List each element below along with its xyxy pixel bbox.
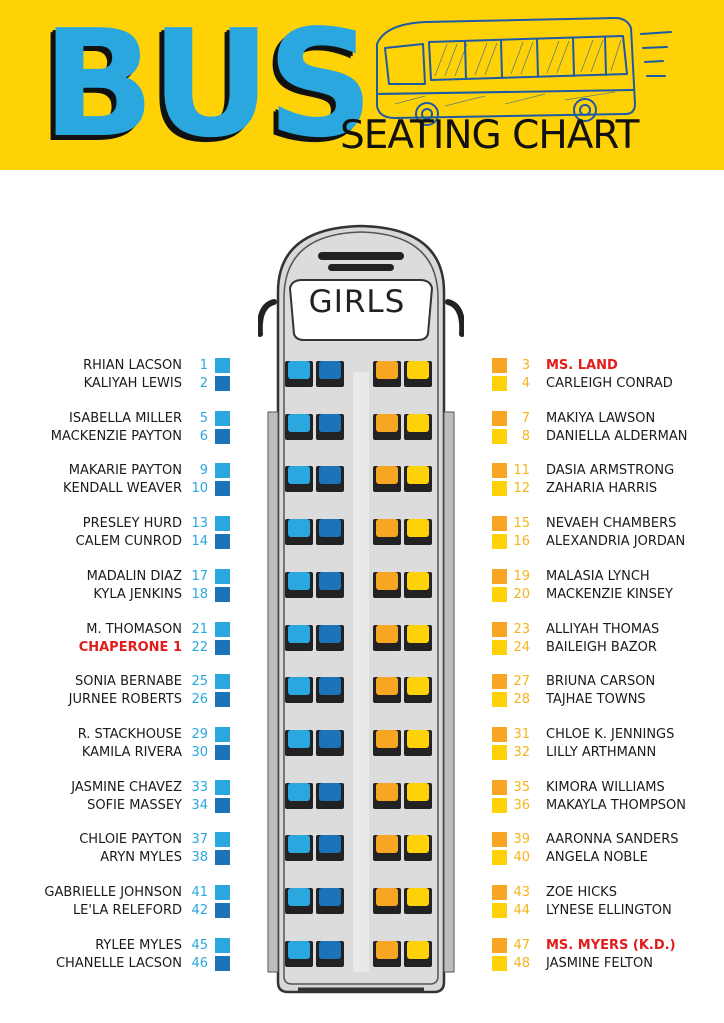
passenger-name: RHIAN LACSON xyxy=(83,358,182,373)
seat-color-marker xyxy=(215,727,230,742)
seat-number: 11 xyxy=(513,463,530,479)
passenger-name: LE'LA RELEFORD xyxy=(72,903,182,918)
seat-icon xyxy=(373,677,401,703)
bus-diagram xyxy=(258,222,464,998)
passenger-name: ISABELLA MILLER xyxy=(69,410,182,426)
passenger-name: CALEM CUNROD xyxy=(75,534,182,550)
passenger-name: DASIA ARMSTRONG xyxy=(546,463,675,479)
seat-number: 44 xyxy=(513,903,530,918)
seat-icon xyxy=(404,835,432,861)
passenger-name: KENDALL WEAVER xyxy=(62,481,182,497)
seat-number: 16 xyxy=(513,534,530,550)
seat-number: 15 xyxy=(513,516,530,532)
seat-color-marker xyxy=(492,727,507,742)
passenger-name: MS. MYERS (K.D.) xyxy=(546,937,676,953)
passenger-name: MADALIN DIAZ xyxy=(86,568,182,584)
seat-icon xyxy=(404,519,432,545)
seat-icon xyxy=(285,466,313,492)
seat-row xyxy=(285,677,437,705)
seat-color-marker xyxy=(215,358,230,373)
bus-sketch-icon xyxy=(365,14,675,126)
seat-color-marker xyxy=(492,587,507,602)
seat-icon xyxy=(285,361,313,387)
seat-number: 7 xyxy=(521,410,530,426)
seat-number: 33 xyxy=(191,779,208,795)
seat-icon xyxy=(373,519,401,545)
seat-row xyxy=(285,730,437,758)
seat-number: 46 xyxy=(191,955,208,971)
seat-icon xyxy=(404,677,432,703)
passenger-name: ALEXANDRIA JORDAN xyxy=(546,534,686,550)
seat-color-marker xyxy=(492,832,507,847)
passenger-name: BAILEIGH BAZOR xyxy=(546,639,657,655)
seat-icon xyxy=(285,941,313,967)
seat-number: 40 xyxy=(513,850,530,866)
passenger-name: KIMORA WILLIAMS xyxy=(546,779,665,795)
seat-number: 21 xyxy=(191,621,208,637)
seat-row xyxy=(285,414,437,442)
seat-icon xyxy=(285,835,313,861)
seat-number: 30 xyxy=(191,744,208,760)
seat-number: 48 xyxy=(513,955,530,971)
seat-color-marker xyxy=(215,798,230,813)
seat-icon xyxy=(373,361,401,387)
seat-color-marker xyxy=(492,569,507,584)
seat-color-marker xyxy=(215,780,230,795)
seat-icon xyxy=(373,414,401,440)
seat-icon xyxy=(316,677,344,703)
seat-icon xyxy=(404,888,432,914)
seat-color-marker xyxy=(215,938,230,953)
seat-number: 35 xyxy=(513,779,530,795)
seat-icon xyxy=(285,414,313,440)
seat-number: 18 xyxy=(191,586,208,602)
seat-icon xyxy=(373,572,401,598)
seat-number: 37 xyxy=(191,832,208,848)
passenger-name: SONIA BERNABE xyxy=(75,674,182,690)
seat-icon xyxy=(316,730,344,756)
seat-color-marker xyxy=(492,358,507,373)
passenger-name: JURNEE ROBERTS xyxy=(68,692,182,708)
seat-row xyxy=(285,835,437,863)
page-title: BUS xyxy=(42,0,370,170)
seat-icon xyxy=(316,361,344,387)
passenger-name: CHLOE K. JENNINGS xyxy=(546,726,675,742)
seat-color-marker xyxy=(492,780,507,795)
seat-color-marker xyxy=(215,885,230,900)
seat-icon xyxy=(316,888,344,914)
passenger-name: KALIYAH LEWIS xyxy=(83,376,182,391)
passenger-name: CARLEIGH CONRAD xyxy=(546,376,673,391)
seat-number: 2 xyxy=(199,376,208,391)
passenger-name: BRIUNA CARSON xyxy=(546,674,656,690)
passenger-name: MACKENZIE KINSEY xyxy=(546,586,673,602)
seat-color-marker xyxy=(492,850,507,865)
seat-number: 10 xyxy=(191,481,208,497)
seat-number: 1 xyxy=(199,358,208,373)
seat-number: 4 xyxy=(521,376,530,391)
header-banner xyxy=(0,0,724,170)
seat-number: 39 xyxy=(513,832,530,848)
passenger-name: M. THOMASON xyxy=(86,621,182,637)
seat-row xyxy=(285,625,437,653)
seat-icon xyxy=(316,625,344,651)
seat-color-marker xyxy=(215,429,230,444)
seat-number: 32 xyxy=(513,744,530,760)
seat-color-marker xyxy=(215,569,230,584)
seat-number: 41 xyxy=(191,885,208,900)
seat-icon xyxy=(404,625,432,651)
seat-color-marker xyxy=(215,622,230,637)
seat-color-marker xyxy=(215,376,230,391)
seat-number: 29 xyxy=(191,726,208,742)
seat-number: 9 xyxy=(199,463,208,479)
seat-color-marker xyxy=(215,640,230,655)
seat-icon xyxy=(404,783,432,809)
seat-icon xyxy=(285,677,313,703)
seat-number: 6 xyxy=(199,428,208,444)
seat-number: 23 xyxy=(513,621,530,637)
seat-number: 19 xyxy=(513,568,530,584)
seat-icon xyxy=(373,835,401,861)
seat-row xyxy=(285,783,437,811)
seat-icon xyxy=(404,361,432,387)
passenger-name: CHLOIE PAYTON xyxy=(79,832,182,848)
seat-number: 42 xyxy=(191,903,208,918)
seat-color-marker xyxy=(492,745,507,760)
seat-icon xyxy=(373,888,401,914)
passenger-name: KYLA JENKINS xyxy=(93,586,182,602)
passenger-name: MAKIYA LAWSON xyxy=(546,410,656,426)
passenger-name: CHAPERONE 1 xyxy=(78,639,182,655)
passenger-name: LYNESE ELLINGTON xyxy=(546,903,672,918)
seat-icon xyxy=(285,783,313,809)
seat-number: 20 xyxy=(513,586,530,602)
seat-color-marker xyxy=(215,463,230,478)
seat-icon xyxy=(404,941,432,967)
passenger-name: ANGELA NOBLE xyxy=(546,850,648,866)
seat-color-marker xyxy=(492,463,507,478)
seat-icon xyxy=(316,835,344,861)
seat-icon xyxy=(404,572,432,598)
seat-icon xyxy=(373,941,401,967)
passenger-name: TAJHAE TOWNS xyxy=(546,692,646,708)
seat-icon xyxy=(316,519,344,545)
seat-number: 34 xyxy=(191,797,208,813)
seat-icon xyxy=(316,414,344,440)
passenger-name: MAKARIE PAYTON xyxy=(68,463,182,479)
passenger-name: PRESLEY HURD xyxy=(82,516,182,532)
seat-icon xyxy=(404,466,432,492)
seat-color-marker xyxy=(215,674,230,689)
seat-number: 17 xyxy=(191,568,208,584)
seat-color-marker xyxy=(215,587,230,602)
seat-color-marker xyxy=(215,411,230,426)
seat-number: 31 xyxy=(513,726,530,742)
seat-color-marker xyxy=(215,903,230,918)
seat-color-marker xyxy=(492,885,507,900)
passenger-name: AARONNA SANDERS xyxy=(546,832,679,848)
seat-color-marker xyxy=(492,956,507,971)
seat-number: 47 xyxy=(513,937,530,953)
passenger-name: ZOE HICKS xyxy=(546,885,617,900)
seat-row xyxy=(285,888,437,916)
seat-number: 26 xyxy=(191,692,208,708)
passenger-name: GABRIELLE JOHNSON xyxy=(44,885,182,900)
passenger-name: NEVAEH CHAMBERS xyxy=(546,516,677,532)
seat-color-marker xyxy=(492,429,507,444)
seat-icon xyxy=(285,730,313,756)
passenger-name: CHANELLE LACSON xyxy=(55,955,182,971)
seat-color-marker xyxy=(215,832,230,847)
seat-color-marker xyxy=(492,674,507,689)
seat-row xyxy=(285,941,437,969)
seat-number: 43 xyxy=(513,885,530,900)
seat-color-marker xyxy=(215,534,230,549)
seat-row xyxy=(285,361,437,389)
seat-number: 24 xyxy=(513,639,530,655)
seat-number: 28 xyxy=(513,692,530,708)
seat-number: 22 xyxy=(191,639,208,655)
seat-color-marker xyxy=(492,534,507,549)
seat-color-marker xyxy=(492,481,507,496)
passenger-name: LILLY ARTHMANN xyxy=(546,744,657,760)
seat-number: 25 xyxy=(191,674,208,690)
seat-icon xyxy=(285,519,313,545)
seat-number: 5 xyxy=(199,410,208,426)
seat-number: 45 xyxy=(191,937,208,953)
passenger-name: KAMILA RIVERA xyxy=(81,744,182,760)
seat-color-marker xyxy=(492,411,507,426)
seat-color-marker xyxy=(215,956,230,971)
page-subtitle: SEATING CHART xyxy=(340,113,639,158)
seat-number: 8 xyxy=(521,428,530,444)
seat-number: 12 xyxy=(513,481,530,497)
seat-color-marker xyxy=(492,622,507,637)
seat-color-marker xyxy=(215,692,230,707)
seat-icon xyxy=(373,625,401,651)
seat-icon xyxy=(373,466,401,492)
bus-section-label: GIRLS xyxy=(308,284,406,320)
seat-row xyxy=(285,572,437,600)
seat-icon xyxy=(404,730,432,756)
passenger-name: ZAHARIA HARRIS xyxy=(546,481,658,497)
seat-color-marker xyxy=(215,516,230,531)
seat-number: 36 xyxy=(513,797,530,813)
passenger-name: MACKENZIE PAYTON xyxy=(50,428,182,444)
seat-color-marker xyxy=(215,745,230,760)
seat-color-marker xyxy=(492,376,507,391)
seat-number: 27 xyxy=(513,674,530,690)
passenger-name: ALLIYAH THOMAS xyxy=(546,621,660,637)
passenger-name: RYLEE MYLES xyxy=(95,937,182,953)
seat-number: 3 xyxy=(521,358,530,373)
seat-color-marker xyxy=(492,798,507,813)
passenger-name: R. STACKHOUSE xyxy=(77,726,182,742)
passenger-name: JASMINE FELTON xyxy=(546,955,653,971)
seat-row xyxy=(285,519,437,547)
seat-icon xyxy=(404,414,432,440)
seat-row xyxy=(285,466,437,494)
seat-color-marker xyxy=(492,938,507,953)
seat-icon xyxy=(316,941,344,967)
seat-number: 14 xyxy=(191,534,208,550)
passenger-name: DANIELLA ALDERMAN xyxy=(546,428,688,444)
seat-number: 13 xyxy=(191,516,208,532)
passenger-name: SOFIE MASSEY xyxy=(87,797,182,813)
seat-icon xyxy=(285,625,313,651)
seat-icon xyxy=(316,783,344,809)
seat-icon xyxy=(373,783,401,809)
passenger-name: MS. LAND xyxy=(546,358,618,373)
passenger-name: MAKAYLA THOMPSON xyxy=(546,797,687,813)
seat-icon xyxy=(316,572,344,598)
seat-color-marker xyxy=(215,481,230,496)
seat-icon xyxy=(285,572,313,598)
seat-icon xyxy=(373,730,401,756)
seat-number: 38 xyxy=(191,850,208,866)
seat-color-marker xyxy=(492,903,507,918)
seat-color-marker xyxy=(492,692,507,707)
seat-color-marker xyxy=(492,516,507,531)
passenger-name: ARYN MYLES xyxy=(100,850,182,866)
seat-color-marker xyxy=(492,640,507,655)
seat-icon xyxy=(285,888,313,914)
passenger-name: MALASIA LYNCH xyxy=(546,568,650,584)
seat-color-marker xyxy=(215,850,230,865)
passenger-name: JASMINE CHAVEZ xyxy=(71,779,182,795)
seat-icon xyxy=(316,466,344,492)
